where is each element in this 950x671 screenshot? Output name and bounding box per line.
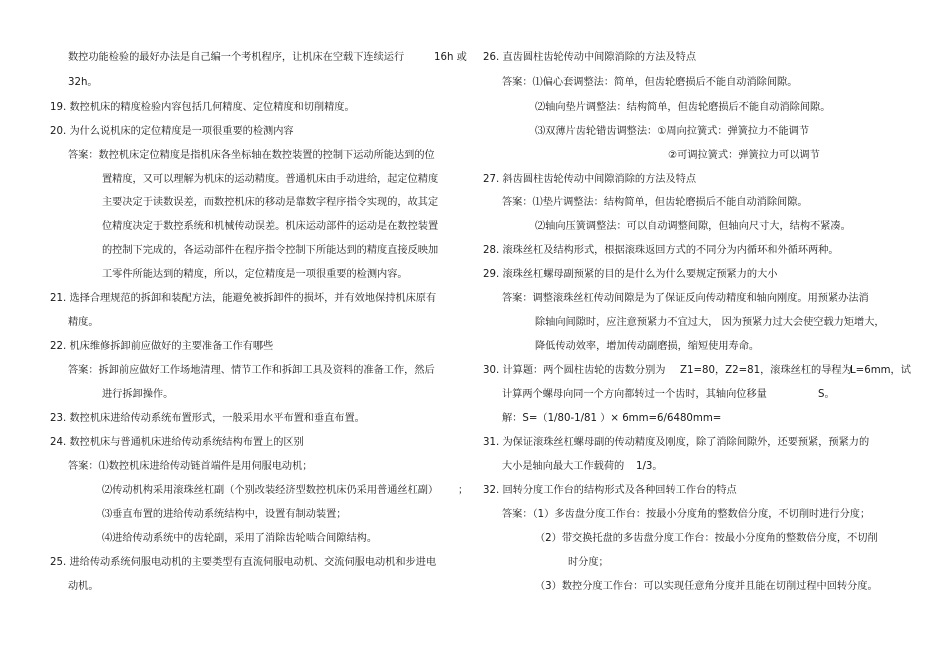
left-text-line: 16h 或: [434, 52, 467, 63]
right-text-line: 1/3。: [636, 461, 663, 472]
right-text-line: 28. 滚珠丝杠及结构形式，根据滚珠返回方式的不同分为内循环和外循环两种。: [483, 245, 839, 256]
right-text-line: 30. 计算题：两个圆柱齿轮的齿数分别为: [483, 365, 666, 376]
left-text-line: 24. 数控机床与普通机床进给传动系统结构布置上的区别: [50, 437, 304, 448]
right-text-line: L=6mm，试: [850, 365, 911, 376]
left-text-line: 置精度，又可以理解为机床的运动精度。普通机床由手动进给，起定位精度: [102, 174, 439, 185]
left-text-line: 数控功能检验的最好办法是自己编一个考机程序，让机床在空载下连续运行: [68, 52, 405, 63]
right-text-line: 29. 滚珠丝杠螺母副预紧的目的是什么为什么要规定预紧力的大小: [483, 269, 778, 280]
left-text-line: 工零件所能达到的精度，所以，定位精度是一项很重要的检测内容。: [102, 269, 408, 280]
left-text-line: 答案：拆卸前应做好工作场地清理、情节工作和拆卸工具及资料的准备工作，然后: [68, 365, 435, 376]
right-text-line: 32. 回转分度工作台的结构形式及各种回转工作台的特点: [483, 485, 737, 496]
left-text-line: ⑵传动机构采用滚珠丝杠副（个别改装经济型数控机床仍采用普通丝杠副）: [102, 485, 439, 496]
right-text-line: 答案：⑴偏心套调整法：简单，但齿轮磨损后不能自动消除间隙。: [502, 77, 798, 88]
right-text-line: 26. 直齿圆柱齿轮传动中间隙消除的方法及特点: [483, 52, 697, 63]
left-text-line: 23. 数控机床进给传动系统布置形式，一般采用水平布置和垂直布置。: [50, 413, 365, 424]
right-text-line: 解：S=（1/80-1/81 ）× 6mm=6/6480mm=: [502, 413, 722, 424]
left-text-line: 20. 为什么说机床的定位精度是一项很重要的检测内容: [50, 126, 294, 137]
left-text-line: 主要决定于读数误差，而数控机床的移动是靠数字程序指令实现的，故其定: [102, 197, 439, 208]
left-text-line: 答案：数控机床定位精度是指机床各坐标轴在数控装置的控制下运动所能达到的位: [68, 150, 435, 161]
right-text-line: （2）带交换托盘的多齿盘分度工作台：按最小分度角的整数倍分度，不切削: [535, 533, 878, 544]
right-text-line: 时分度；: [568, 557, 609, 568]
left-text-line: 22. 机床维修拆卸前应做好的主要准备工作有哪些: [50, 341, 274, 352]
right-text-line: 27. 斜齿圆柱齿轮传动中间隙消除的方法及特点: [483, 174, 697, 185]
right-text-line: S。: [818, 389, 835, 400]
right-text-line: ⑵轴向垫片调整法：结构简单，但齿轮磨损后不能自动消除间隙。: [535, 102, 831, 113]
left-text-line: 答案：⑴数控机床进给传动链首端件是用伺服电动机；: [68, 461, 313, 472]
right-text-line: 降低传动效率，增加传动副磨损，缩短使用寿命。: [535, 341, 760, 352]
right-text-line: （3）数控分度工作台：可以实现任意角分度并且能在切削过程中回转分度。: [535, 581, 878, 592]
right-text-line: 31. 为保证滚珠丝杠螺母副的传动精度及刚度，除了消除间隙外，还要预紧，预紧力的: [483, 437, 870, 448]
left-text-line: 动机。: [68, 581, 99, 592]
left-text-line: 32h。: [68, 77, 98, 88]
right-text-line: 除轴向间隙时，应注意预紧力不宜过大， 因为预紧力过大会使空载力矩增大，: [535, 317, 885, 328]
left-text-line: 位精度决定于数控系统和机械传动误差。机床运动部件的运动是在数控装置: [102, 221, 439, 232]
right-text-line: Z1=80，Z2=81，滚珠丝杠的导程为: [680, 365, 852, 376]
left-text-line: 19. 数控机床的精度检验内容包括几何精度、定位精度和切削精度。: [50, 102, 355, 113]
left-text-line: 的控制下完成的，各运动部件在程序指令控制下所能达到的精度直接反映加: [102, 245, 439, 256]
left-text-line: ⑷进给传动系统中的齿轮副，采用了消除齿轮啮合间隙结构。: [102, 533, 378, 544]
left-text-line: ⑶垂直布置的进给传动系统结构中，设置有制动装置；: [102, 509, 347, 520]
right-text-line: 计算两个螺母向同一个方向都转过一个齿时，其轴向位移量: [502, 389, 767, 400]
left-text-line: 25. 进给传动系统伺服电动机的主要类型有直流伺服电动机、交流伺服电动机和步进电: [50, 557, 437, 568]
right-text-line: ②可调拉簧式：弹簧拉力可以调节: [668, 150, 820, 161]
left-text-line: 精度。: [68, 317, 99, 328]
right-text-line: ⑶双薄片齿轮错齿调整法：①周向拉簧式：弹簧拉力不能调节: [535, 126, 810, 137]
right-text-line: 答案：（1）多齿盘分度工作台：按最小分度角的整数倍分度，不切削时进行分度；: [502, 509, 871, 520]
left-text-line: ；: [458, 485, 469, 496]
right-text-line: 答案：⑴垫片调整法：结构简单，但齿轮磨损后不能自动消除间隙。: [502, 197, 808, 208]
right-text-line: ⑵轴向压簧调整法：可以自动调整间隙，但轴向尺寸大，结构不紧凑。: [535, 221, 851, 232]
right-text-line: 答案：调整滚珠丝杠传动间隙是为了保证反向传动精度和轴向刚度。用预紧办法消: [502, 293, 869, 304]
left-text-line: 进行拆卸操作。: [102, 389, 174, 400]
left-text-line: 21. 选择合理规范的拆卸和装配方法，能避免被拆卸件的损坏，并有效地保持机床原有: [50, 293, 437, 304]
right-text-line: 大小是轴向最大工作载荷的: [502, 461, 625, 472]
